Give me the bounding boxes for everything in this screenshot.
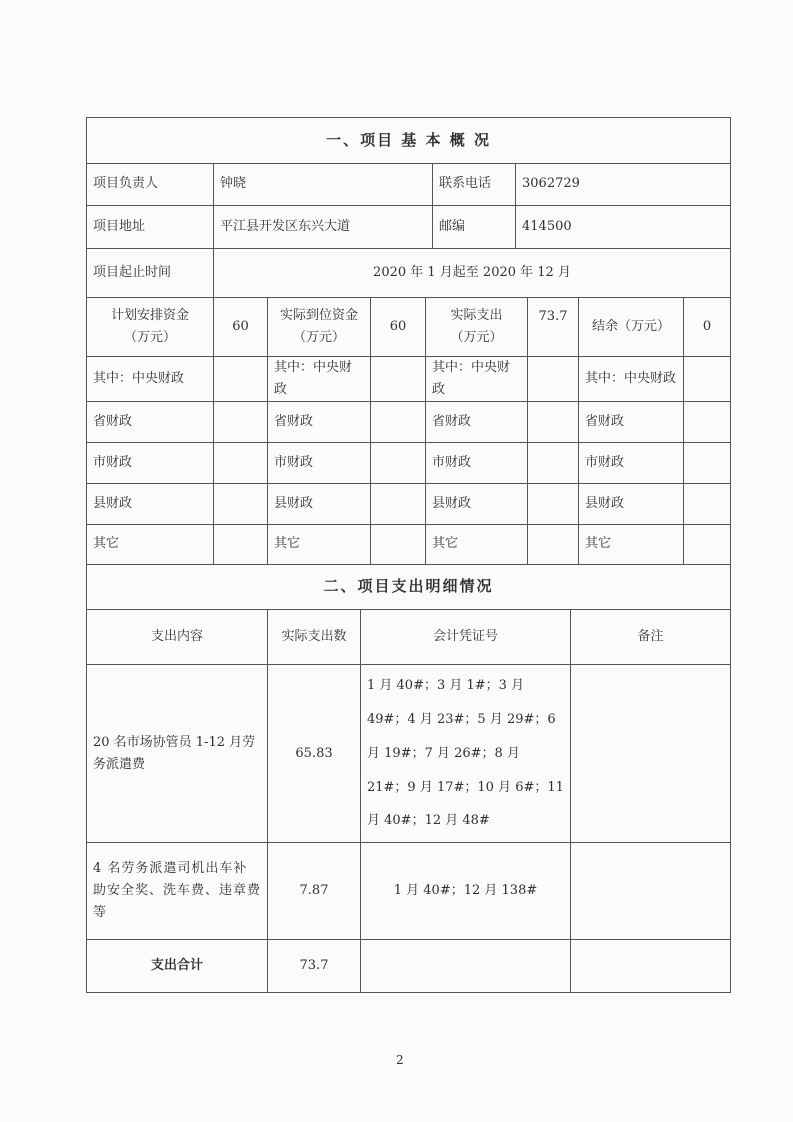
project-table xyxy=(86,117,730,993)
section1-title: 一、项目 基 本 概 况 xyxy=(87,118,731,164)
funding-sub-label: 县财政 xyxy=(579,483,684,524)
funding-sub-value xyxy=(371,524,426,564)
phone-label: 联系电话 xyxy=(433,164,516,206)
row-voucher: 1 月 40#；12 月 138# xyxy=(361,843,571,940)
funding-sub-value xyxy=(214,442,268,483)
total-label: 支出合计 xyxy=(87,940,268,993)
funding-sub-value xyxy=(528,442,579,483)
expense-table xyxy=(86,565,731,994)
total-empty xyxy=(571,940,731,993)
funding-sub-label: 其它 xyxy=(579,524,684,564)
funding-sub-label: 其中：中央财政 xyxy=(268,356,371,401)
funding-label-text: 计划安排资金 xyxy=(110,307,189,323)
period-value: 2020 年 1 月起至 2020 年 12 月 xyxy=(214,249,731,298)
basic-info-table xyxy=(86,117,731,298)
address-label: 项目地址 xyxy=(87,206,214,249)
funding-sub-value xyxy=(371,401,426,442)
funding-sub-value xyxy=(214,356,268,401)
funding-sub-value xyxy=(214,524,268,564)
row-note xyxy=(571,665,731,843)
postcode-value: 414500 xyxy=(516,206,731,249)
funding-sub-label: 省财政 xyxy=(579,401,684,442)
funding-sub-label: 市财政 xyxy=(579,442,684,483)
funding-value: 73.7 xyxy=(528,298,579,356)
funding-sub-value xyxy=(371,356,426,401)
funding-sub-label: 其中：中央财政 xyxy=(87,356,214,401)
row-content: 4 名劳务派遣司机出车补助安全奖、洗车费、违章费等 xyxy=(87,843,268,940)
funding-sub-value xyxy=(371,483,426,524)
funding-sub-label: 其它 xyxy=(426,524,528,564)
funding-label xyxy=(268,298,371,356)
funding-sub-value xyxy=(371,442,426,483)
funding-unit: （万元） xyxy=(123,329,176,345)
table-row xyxy=(87,665,731,843)
funding-unit: （万元） xyxy=(450,329,503,345)
row-amount: 7.87 xyxy=(268,843,361,940)
funding-sub-value xyxy=(528,483,579,524)
leader-value: 钟晓 xyxy=(214,164,433,206)
funding-value: 0 xyxy=(684,298,731,356)
funding-sub-row xyxy=(87,356,731,401)
funding-label-text: 实际支出 xyxy=(450,307,503,323)
funding-sub-row xyxy=(87,401,731,442)
funding-table xyxy=(86,298,731,565)
leader-label: 项目负责人 xyxy=(87,164,214,206)
funding-sub-label: 其中：中央财政 xyxy=(579,356,684,401)
header-note: 备注 xyxy=(571,610,731,665)
funding-sub-label: 市财政 xyxy=(426,442,528,483)
funding-sub-label: 市财政 xyxy=(268,442,371,483)
funding-sub-value xyxy=(684,401,731,442)
funding-value: 60 xyxy=(371,298,426,356)
table-row xyxy=(87,843,731,940)
row-voucher: 1 月 40#；3 月 1#；3 月 49#；4 月 23#；5 月 29#；6 月 19#；7 月 26#；8 月 21#；9 月 17#；10 月 6#；11 月 40#；12 月 48# xyxy=(361,665,571,843)
funding-sub-value xyxy=(684,442,731,483)
funding-sub-label: 县财政 xyxy=(426,483,528,524)
header-amount: 实际支出数 xyxy=(268,610,361,665)
funding-label xyxy=(426,298,528,356)
total-value: 73.7 xyxy=(268,940,361,993)
header-voucher: 会计凭证号 xyxy=(361,610,571,665)
funding-sub-label: 其它 xyxy=(87,524,214,564)
address-value: 平江县开发区东兴大道 xyxy=(214,206,433,249)
funding-sub-value xyxy=(214,401,268,442)
phone-value: 3062729 xyxy=(516,164,731,206)
section2-title: 二、项目支出明细情况 xyxy=(87,565,731,610)
funding-sub-value xyxy=(528,401,579,442)
funding-sub-label: 其中：中央财政 xyxy=(426,356,528,401)
row-content: 20 名市场协管员 1-12 月劳务派遣费 xyxy=(87,665,268,843)
funding-sub-value xyxy=(684,356,731,401)
funding-sub-label: 其它 xyxy=(268,524,371,564)
funding-sub-label: 县财政 xyxy=(87,483,214,524)
funding-sub-label: 市财政 xyxy=(87,442,214,483)
funding-sub-label: 省财政 xyxy=(426,401,528,442)
row-amount: 65.83 xyxy=(268,665,361,843)
header-content: 支出内容 xyxy=(87,610,268,665)
funding-sub-label: 县财政 xyxy=(268,483,371,524)
funding-label xyxy=(579,298,684,356)
funding-sub-label: 省财政 xyxy=(268,401,371,442)
funding-sub-value xyxy=(528,524,579,564)
funding-sub-value xyxy=(214,483,268,524)
funding-sub-value xyxy=(528,356,579,401)
postcode-label: 邮编 xyxy=(433,206,516,249)
funding-sub-row xyxy=(87,442,731,483)
funding-unit: （万元） xyxy=(292,329,345,345)
funding-sub-value xyxy=(684,524,731,564)
funding-label-text: 结余（万元） xyxy=(591,318,670,334)
total-empty xyxy=(361,940,571,993)
funding-label-text: 实际到位资金 xyxy=(279,307,358,323)
funding-sub-value xyxy=(684,483,731,524)
period-label: 项目起止时间 xyxy=(87,249,214,298)
funding-value: 60 xyxy=(214,298,268,356)
funding-label xyxy=(87,298,214,356)
page-number: 2 xyxy=(396,1053,404,1067)
funding-sub-row xyxy=(87,524,731,564)
funding-sub-label: 省财政 xyxy=(87,401,214,442)
row-note xyxy=(571,843,731,940)
funding-sub-row xyxy=(87,483,731,524)
